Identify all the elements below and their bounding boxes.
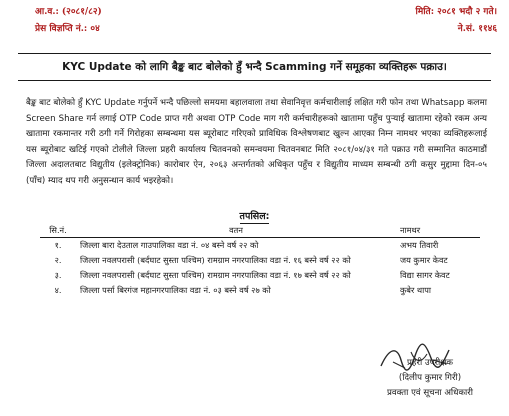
row-address: जिल्ला नवलपरासी (बर्दघाट सुस्ता पश्चिम) रामग्राम नगरपालिका वडा नं. १६ बस्ने वर्ष २२ को (80, 255, 351, 265)
signer-rank: प्रहरी उपरीक्षक (406, 358, 454, 368)
row-serial: १. (54, 240, 62, 250)
row-serial: ३. (54, 270, 62, 280)
table-row (40, 253, 480, 268)
row-address: जिल्ला नवलपरासी (बर्दघाट सुस्ता पश्चिम) रामग्राम नगरपालिका वडा नं. १७ बस्ने वर्ष २२ को (80, 270, 351, 280)
reference-number: ने.सं. ११४६ (457, 24, 497, 34)
release-date: मिति: २०८१ भदौ २ गते। (415, 7, 497, 17)
details-title: तपसिल: (239, 211, 270, 222)
press-header-right (416, 4, 497, 38)
row-address: जिल्ला पर्सा बिरगंज महानगरपालिका वडा नं. ०३ बस्ने वर्ष २७ को (80, 285, 271, 295)
col-header-address: वतन (76, 223, 396, 238)
details-table (40, 223, 480, 298)
signer-name: (दिलीप कुमार गिरी) (398, 373, 462, 383)
press-header-left (35, 4, 102, 38)
table-row (40, 283, 480, 298)
col-header-name: नामथर (396, 223, 480, 238)
row-name: अभय तिवारी (400, 240, 439, 250)
row-address: जिल्ला बारा देउताल गाउपालिका वडा नं. ०४ बस्ने वर्ष २२ को (80, 240, 259, 250)
row-name: जय कुमार केवट (400, 255, 448, 265)
body-paragraph: बैङ्क बाट बोलेको हुँ KYC Update गर्नुपर्ने भन्दै पछिल्लो समयमा बहालवाला तथा सेवानिवृत्त कर्मचारीलाई लक्षित गरी फोन तथा Whatsapp कलमा Screen Share गर्न लगाई OTP Code प्राप्त गरी अथवा OTP Code माग गरी कर्मचारीहरूको खातामा पहुँच पुर्‍याई खातामा रहेको रकम अन्य खातामा रकमान्तर गरी ठगी गर्ने गिरोहका सम्बन्धमा यस ब्यूरोबाट गरिएको प्राविधिक विश्लेषणबाट खुल्न आएका निम्न नामथर भएका व्यक्तिहरूलाई यस ब्यूरोबाट खटिई गएको टोलीले जिल्ला प्रहरी कार्यालय चितवनको समन्वयमा चितवनबाट मिति २०८१/०४/३१ गते पक्राउ गरी सम्मानित काठमाडौं जिल्ला अदालतबाट विद्युतीय (इलेक्ट्रोनिक) कारोबार ऐन, २०६३ अन्तर्गतको अधिकृत पहुँच र विद्युतीय माध्यम सम्बन्धी ठगी कसुर मुद्दामा दिन-०५ (पाँच) म्याद थप गरी अनुसन्धान कार्य भइरहेको। (26, 98, 487, 186)
fiscal-year: आ.व.: (२०८१/८२) (35, 7, 102, 17)
headline-bottom-divider (18, 80, 491, 81)
row-serial: ४. (54, 285, 62, 295)
signature-block (365, 356, 495, 401)
headline-top-divider (18, 53, 491, 54)
table-header-row (40, 223, 480, 238)
table-row (40, 238, 480, 254)
headline: KYC Update को लागि बैङ्क बाट बोलेको हुँ भन्दै Scamming गर्ने समूहका व्यक्तिहरू पक्राउ। (62, 61, 447, 73)
signer-title: प्रवक्ता एवं सूचना अधिकारी (386, 388, 474, 398)
press-release-number: प्रेस विज्ञप्ति नं.: ०४ (35, 24, 100, 34)
row-name: कुबेर थापा (400, 285, 432, 295)
row-name: विद्या सागर केवट (400, 270, 450, 280)
details-heading (0, 209, 509, 222)
table-row (40, 268, 480, 283)
row-serial: २. (54, 255, 62, 265)
col-header-serial: सि.नं. (40, 223, 76, 238)
